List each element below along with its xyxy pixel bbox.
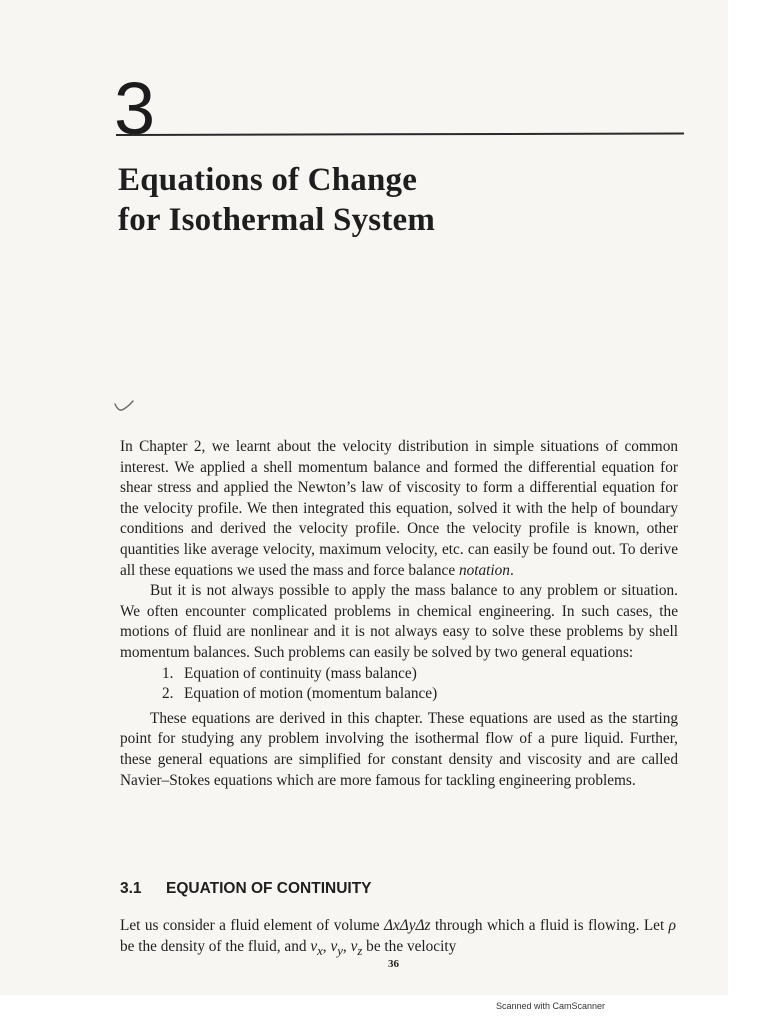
chapter-number: 3: [114, 67, 156, 150]
subscript-x: x: [317, 943, 323, 958]
section-text-d: be the velocity: [362, 937, 457, 955]
section-paragraph: [120, 916, 676, 961]
intro-body: [120, 437, 678, 791]
notation-italic: notation: [458, 561, 510, 579]
chapter-title: [118, 160, 435, 240]
list-item: [162, 684, 678, 705]
velocity-x-symbol: [310, 937, 323, 958]
section-text-c: be the density of the fluid, and: [120, 937, 311, 955]
intro-paragraph-2: But it is not always possible to apply the mass balance to any problem or situation. We often encounter complicated problems in chemical engineering. In such cases, the motions of fluid are nonlinear and it is not always easy to solve these problems by shell momentum balances. Such problems can easily be solved by two general equations:: [120, 582, 678, 661]
section-number: 3.1: [120, 880, 142, 897]
list-item-number: 1.: [162, 664, 174, 682]
list-item-text: Equation of continuity (mass balance): [184, 664, 417, 682]
intro-paragraph-1-end: .: [509, 561, 514, 579]
section-text-a: Let us consider a fluid element of volume: [120, 917, 385, 934]
velocity-symbol: v: [310, 937, 318, 955]
section-paragraph-text: Let us consider a fluid element of volume ΔxΔyΔz through which a fluid is flowing. Let ρ be the density of the fluid, and $v_x$, $v_y$, $v_z$ be the velocity: [120, 917, 676, 958]
density-symbol: ρ: [668, 917, 676, 934]
pencil-checkmark-icon: [114, 398, 136, 414]
velocity-symbol: v: [330, 937, 338, 955]
equations-list: [120, 664, 678, 705]
section-title: EQUATION OF CONTINUITY: [166, 880, 372, 897]
page-edge: [728, 0, 768, 995]
section-text-b: through which a fluid is flowing. Let: [430, 917, 669, 934]
subscript-y: y: [337, 943, 343, 958]
intro-paragraph-3: These equations are derived in this chapter. These equations are used as the starting point for studying any problem involving the isothermal flow of a pure liquid. Further, these general equations are simplified for constant density and viscosity and are called Navier–Stokes equations which are more famous for tackling engineering problems.: [120, 709, 678, 789]
velocity-symbol: v: [350, 937, 358, 955]
chapter-title-line-2: for Isothermal System: [118, 202, 436, 238]
velocity-z-symbol: [350, 937, 363, 958]
list-item-number: 2.: [162, 685, 174, 703]
subscript-z: z: [357, 943, 363, 958]
scanner-watermark: Scanned with CamScanner: [496, 1001, 606, 1011]
chapter-title-line-1: Equations of Change: [118, 162, 418, 198]
volume-symbol: ΔxΔyΔz: [384, 917, 431, 934]
velocity-y-symbol: [330, 937, 343, 958]
intro-paragraph-1: [120, 437, 678, 581]
page-number: 36: [388, 958, 399, 970]
intro-paragraph-1-text: In Chapter 2, we learnt about the velocity distribution in simple situations of common interest. We applied a shell momentum balance and formed the differential equation for shear stress and applied the Newton’s law of viscosity to form a differential equation for the velocity profile. We then integrated this equation, solved it with the help of boundary conditions and derived the velocity profile. Once the velocity profile is known, other quantities like average velocity, maximum velocity, etc. can easily be found out. To derive all these equations we used the mass and force balance: [120, 438, 678, 579]
list-item: [162, 664, 678, 685]
list-item-text: Equation of motion (momentum balance): [184, 685, 438, 703]
section-heading: [120, 880, 372, 898]
